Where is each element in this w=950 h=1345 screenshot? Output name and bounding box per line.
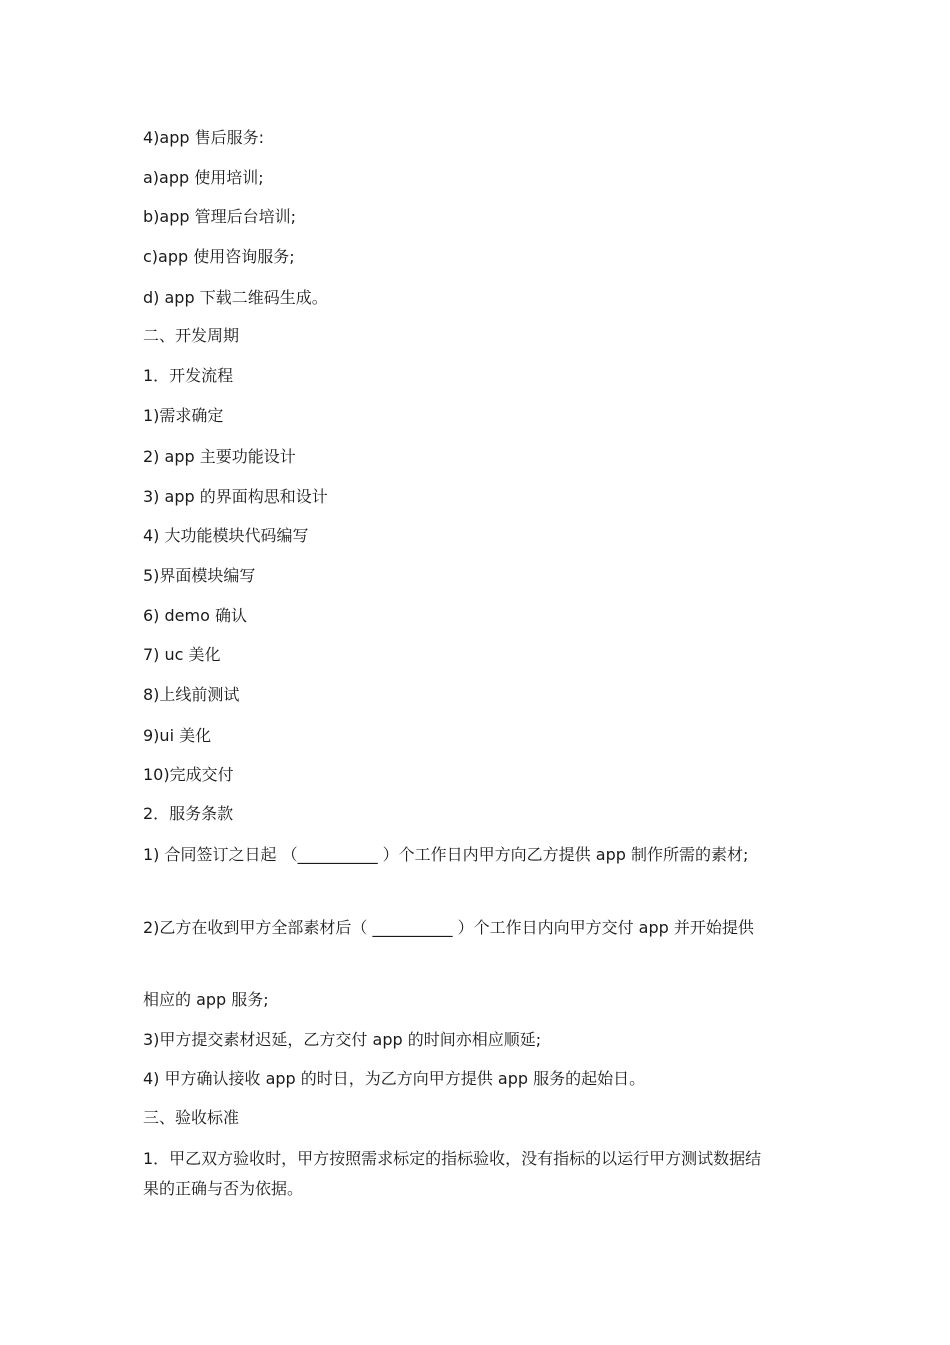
text-line: 4) 甲方确认接收 app 的时日，为乙方向甲方提供 app 服务的起始日。 xyxy=(143,1069,646,1088)
text-paragraph: 2)乙方在收到甲方全部素材后（ __________ ）个工作日内向甲方交付 app 并开始提供 xyxy=(143,918,754,937)
text-line: 4) 大功能模块代码编写 xyxy=(143,526,309,545)
subsection-heading: 1．开发流程 xyxy=(143,366,234,385)
text-line: a)app 使用培训; xyxy=(143,168,264,187)
text-line: 相应的 app 服务; xyxy=(143,990,269,1009)
subsection-heading: 2．服务条款 xyxy=(143,804,234,823)
text-line: b)app 管理后台培训; xyxy=(143,207,296,226)
text-paragraph: 1) 合同签订之日起 （__________ ）个工作日内甲方向乙方提供 app 制作所需的素材; xyxy=(143,845,749,864)
text-line: 3)甲方提交素材迟延，乙方交付 app 的时间亦相应顺延; xyxy=(143,1030,542,1049)
section-heading: 三、验收标准 xyxy=(143,1108,240,1127)
text-line: d) app 下载二维码生成。 xyxy=(143,288,328,307)
section-heading: 二、开发周期 xyxy=(143,326,240,345)
text-line: 1)需求确定 xyxy=(143,406,224,425)
text-paragraph: 1．甲乙双方验收时，甲方按照需求标定的指标验收，没有指标的以运行甲方测试数据结果的正确与否为依据。 xyxy=(143,1149,762,1198)
text-line: 6) demo 确认 xyxy=(143,606,247,625)
text-line: 7) uc 美化 xyxy=(143,645,221,664)
text-line: 2) app 主要功能设计 xyxy=(143,447,296,466)
text-line: c)app 使用咨询服务; xyxy=(143,247,295,266)
text-line: 9)ui 美化 xyxy=(143,726,212,745)
text-line: 10)完成交付 xyxy=(143,765,234,784)
text-line: 4)app 售后服务: xyxy=(143,128,265,147)
text-line: 8)上线前测试 xyxy=(143,685,240,704)
text-line: 5)界面模块编写 xyxy=(143,566,256,585)
text-line: 3) app 的界面构思和设计 xyxy=(143,487,328,506)
